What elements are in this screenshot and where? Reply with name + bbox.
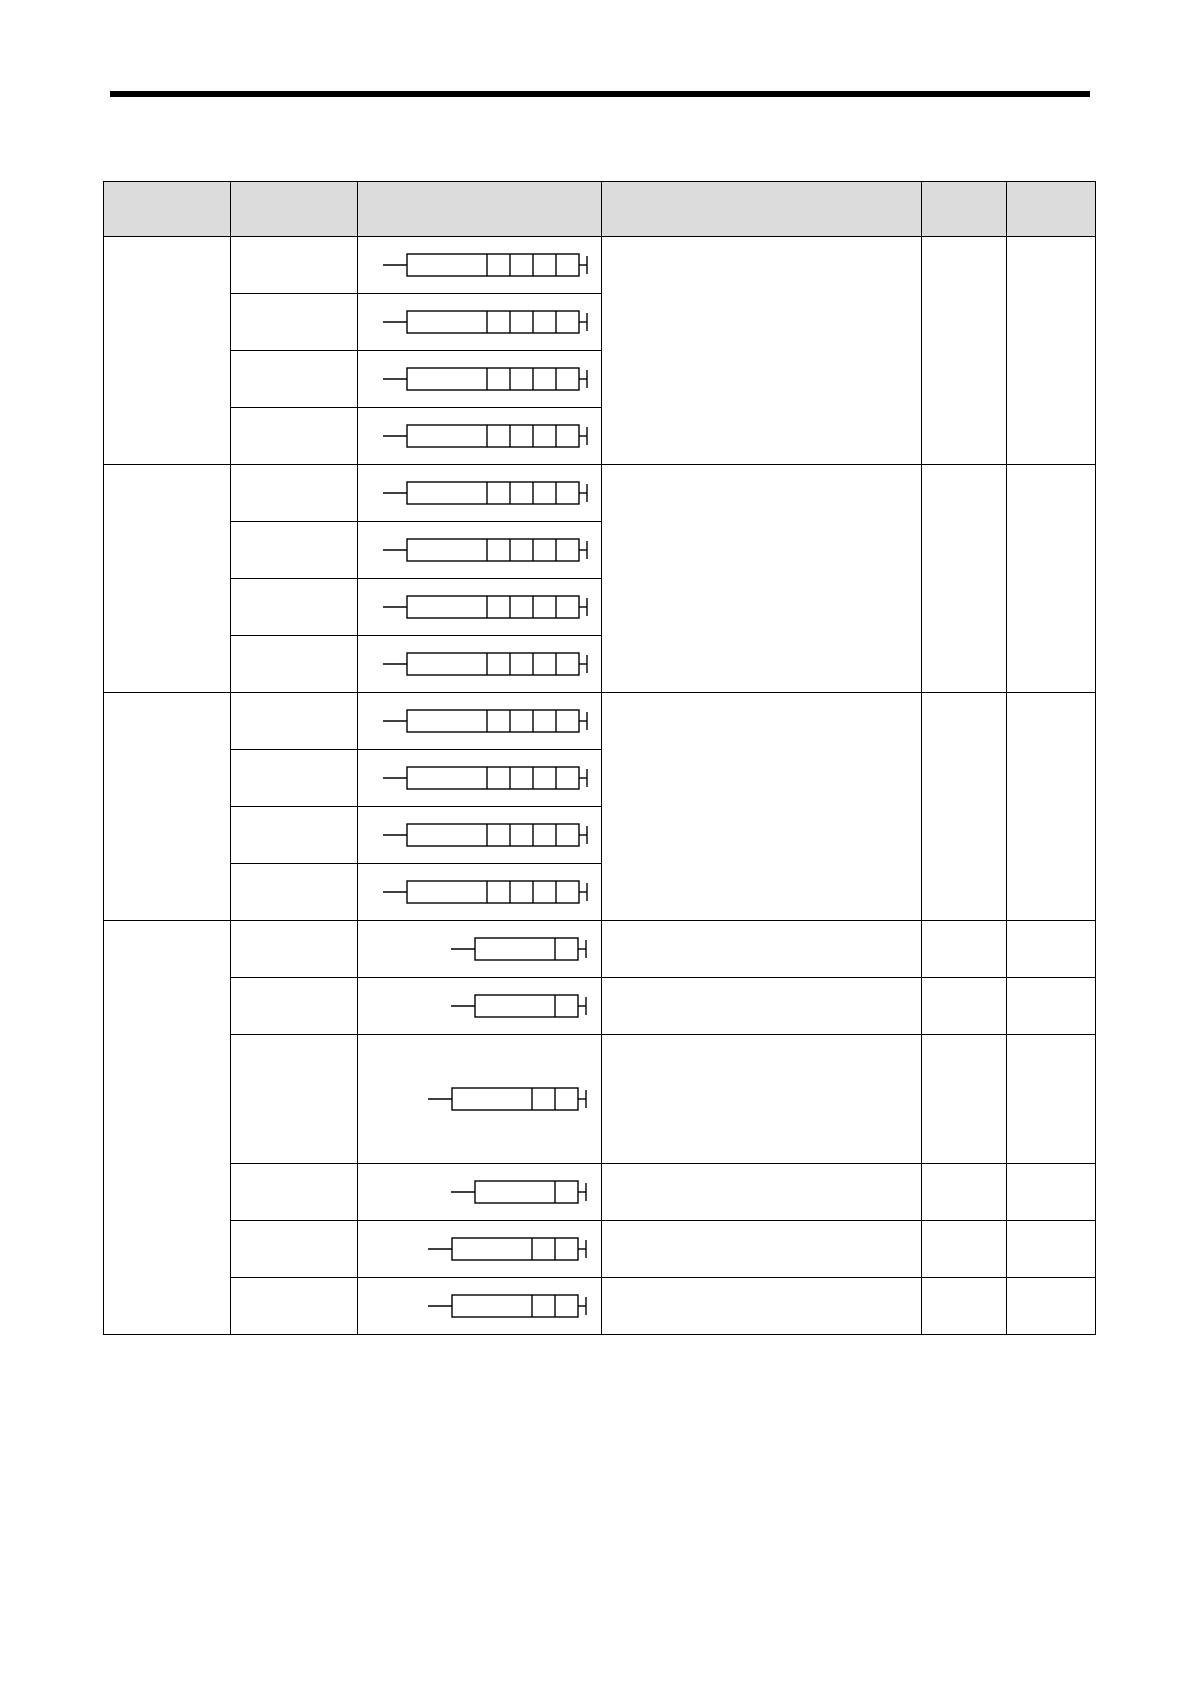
table-row bbox=[104, 693, 1096, 750]
ladder-box-symbol-icon bbox=[358, 864, 601, 920]
instruction-name bbox=[231, 864, 358, 921]
ladder-symbol bbox=[358, 921, 602, 978]
column5-cell bbox=[922, 1035, 1007, 1164]
column5-cell bbox=[922, 465, 1007, 693]
header-cell bbox=[358, 182, 602, 237]
ladder-box-symbol-icon bbox=[358, 522, 601, 578]
column5-cell bbox=[922, 921, 1007, 978]
header-cell bbox=[104, 182, 231, 237]
instruction-name bbox=[231, 1035, 358, 1164]
instruction-name bbox=[231, 522, 358, 579]
description-cell bbox=[602, 1164, 922, 1221]
instruction-name bbox=[231, 465, 358, 522]
top-rule bbox=[110, 91, 1090, 97]
group-label bbox=[104, 465, 231, 693]
instruction-name bbox=[231, 921, 358, 978]
ladder-symbol bbox=[358, 636, 602, 693]
instruction-name bbox=[231, 237, 358, 294]
table-row bbox=[104, 1164, 1096, 1221]
ladder-box-symbol-icon bbox=[358, 1164, 601, 1220]
ladder-symbol bbox=[358, 1278, 602, 1335]
header-cell bbox=[1007, 182, 1096, 237]
column6-cell bbox=[1007, 237, 1096, 465]
table-row bbox=[104, 921, 1096, 978]
instruction-name bbox=[231, 750, 358, 807]
ladder-symbol bbox=[358, 1221, 602, 1278]
ladder-symbol bbox=[358, 351, 602, 408]
column6-cell bbox=[1007, 693, 1096, 921]
column6-cell bbox=[1007, 1035, 1096, 1164]
ladder-symbol bbox=[358, 1035, 602, 1164]
instruction-name bbox=[231, 1221, 358, 1278]
instruction-name bbox=[231, 807, 358, 864]
description-cell bbox=[602, 693, 922, 921]
ladder-symbol bbox=[358, 579, 602, 636]
instruction-name bbox=[231, 693, 358, 750]
instruction-table bbox=[103, 181, 1096, 1335]
header-cell bbox=[602, 182, 922, 237]
ladder-box-symbol-icon bbox=[358, 351, 601, 407]
ladder-box-symbol-icon bbox=[358, 1278, 601, 1334]
ladder-box-symbol-icon bbox=[358, 579, 601, 635]
column6-cell bbox=[1007, 978, 1096, 1035]
description-cell bbox=[602, 921, 922, 978]
column6-cell bbox=[1007, 1164, 1096, 1221]
ladder-box-symbol-icon bbox=[358, 750, 601, 806]
ladder-symbol bbox=[358, 237, 602, 294]
ladder-symbol bbox=[358, 693, 602, 750]
description-cell bbox=[602, 237, 922, 465]
column6-cell bbox=[1007, 1278, 1096, 1335]
table-row bbox=[104, 1278, 1096, 1335]
ladder-symbol bbox=[358, 465, 602, 522]
ladder-box-symbol-icon bbox=[358, 636, 601, 692]
ladder-box-symbol-icon bbox=[358, 807, 601, 863]
ladder-symbol bbox=[358, 408, 602, 465]
group-label bbox=[104, 237, 231, 465]
instruction-name bbox=[231, 1164, 358, 1221]
column5-cell bbox=[922, 978, 1007, 1035]
instruction-name bbox=[231, 408, 358, 465]
table-row bbox=[104, 237, 1096, 294]
column5-cell bbox=[922, 1164, 1007, 1221]
header-cell bbox=[231, 182, 358, 237]
ladder-symbol bbox=[358, 522, 602, 579]
column6-cell bbox=[1007, 921, 1096, 978]
ladder-symbol bbox=[358, 978, 602, 1035]
ladder-symbol bbox=[358, 864, 602, 921]
ladder-symbol bbox=[358, 807, 602, 864]
instruction-name bbox=[231, 636, 358, 693]
ladder-box-symbol-icon bbox=[358, 1035, 601, 1163]
ladder-box-symbol-icon bbox=[358, 978, 601, 1034]
column5-cell bbox=[922, 693, 1007, 921]
description-cell bbox=[602, 1278, 922, 1335]
ladder-symbol bbox=[358, 1164, 602, 1221]
header-cell bbox=[922, 182, 1007, 237]
description-cell bbox=[602, 465, 922, 693]
table-header-row bbox=[104, 182, 1096, 237]
description-cell bbox=[602, 1035, 922, 1164]
ladder-box-symbol-icon bbox=[358, 237, 601, 293]
instruction-name bbox=[231, 978, 358, 1035]
ladder-box-symbol-icon bbox=[358, 1221, 601, 1277]
instruction-name bbox=[231, 579, 358, 636]
ladder-symbol bbox=[358, 750, 602, 807]
ladder-box-symbol-icon bbox=[358, 921, 601, 977]
group-label bbox=[104, 921, 231, 1335]
table-row bbox=[104, 978, 1096, 1035]
column5-cell bbox=[922, 1278, 1007, 1335]
instruction-name bbox=[231, 294, 358, 351]
table-row bbox=[104, 465, 1096, 522]
column6-cell bbox=[1007, 1221, 1096, 1278]
table-row bbox=[104, 1221, 1096, 1278]
group-label bbox=[104, 693, 231, 921]
ladder-box-symbol-icon bbox=[358, 294, 601, 350]
ladder-box-symbol-icon bbox=[358, 693, 601, 749]
ladder-box-symbol-icon bbox=[358, 465, 601, 521]
instruction-name bbox=[231, 351, 358, 408]
ladder-box-symbol-icon bbox=[358, 408, 601, 464]
column5-cell bbox=[922, 237, 1007, 465]
description-cell bbox=[602, 978, 922, 1035]
instruction-name bbox=[231, 1278, 358, 1335]
table-row bbox=[104, 1035, 1096, 1164]
column5-cell bbox=[922, 1221, 1007, 1278]
description-cell bbox=[602, 1221, 922, 1278]
column6-cell bbox=[1007, 465, 1096, 693]
ladder-symbol bbox=[358, 294, 602, 351]
